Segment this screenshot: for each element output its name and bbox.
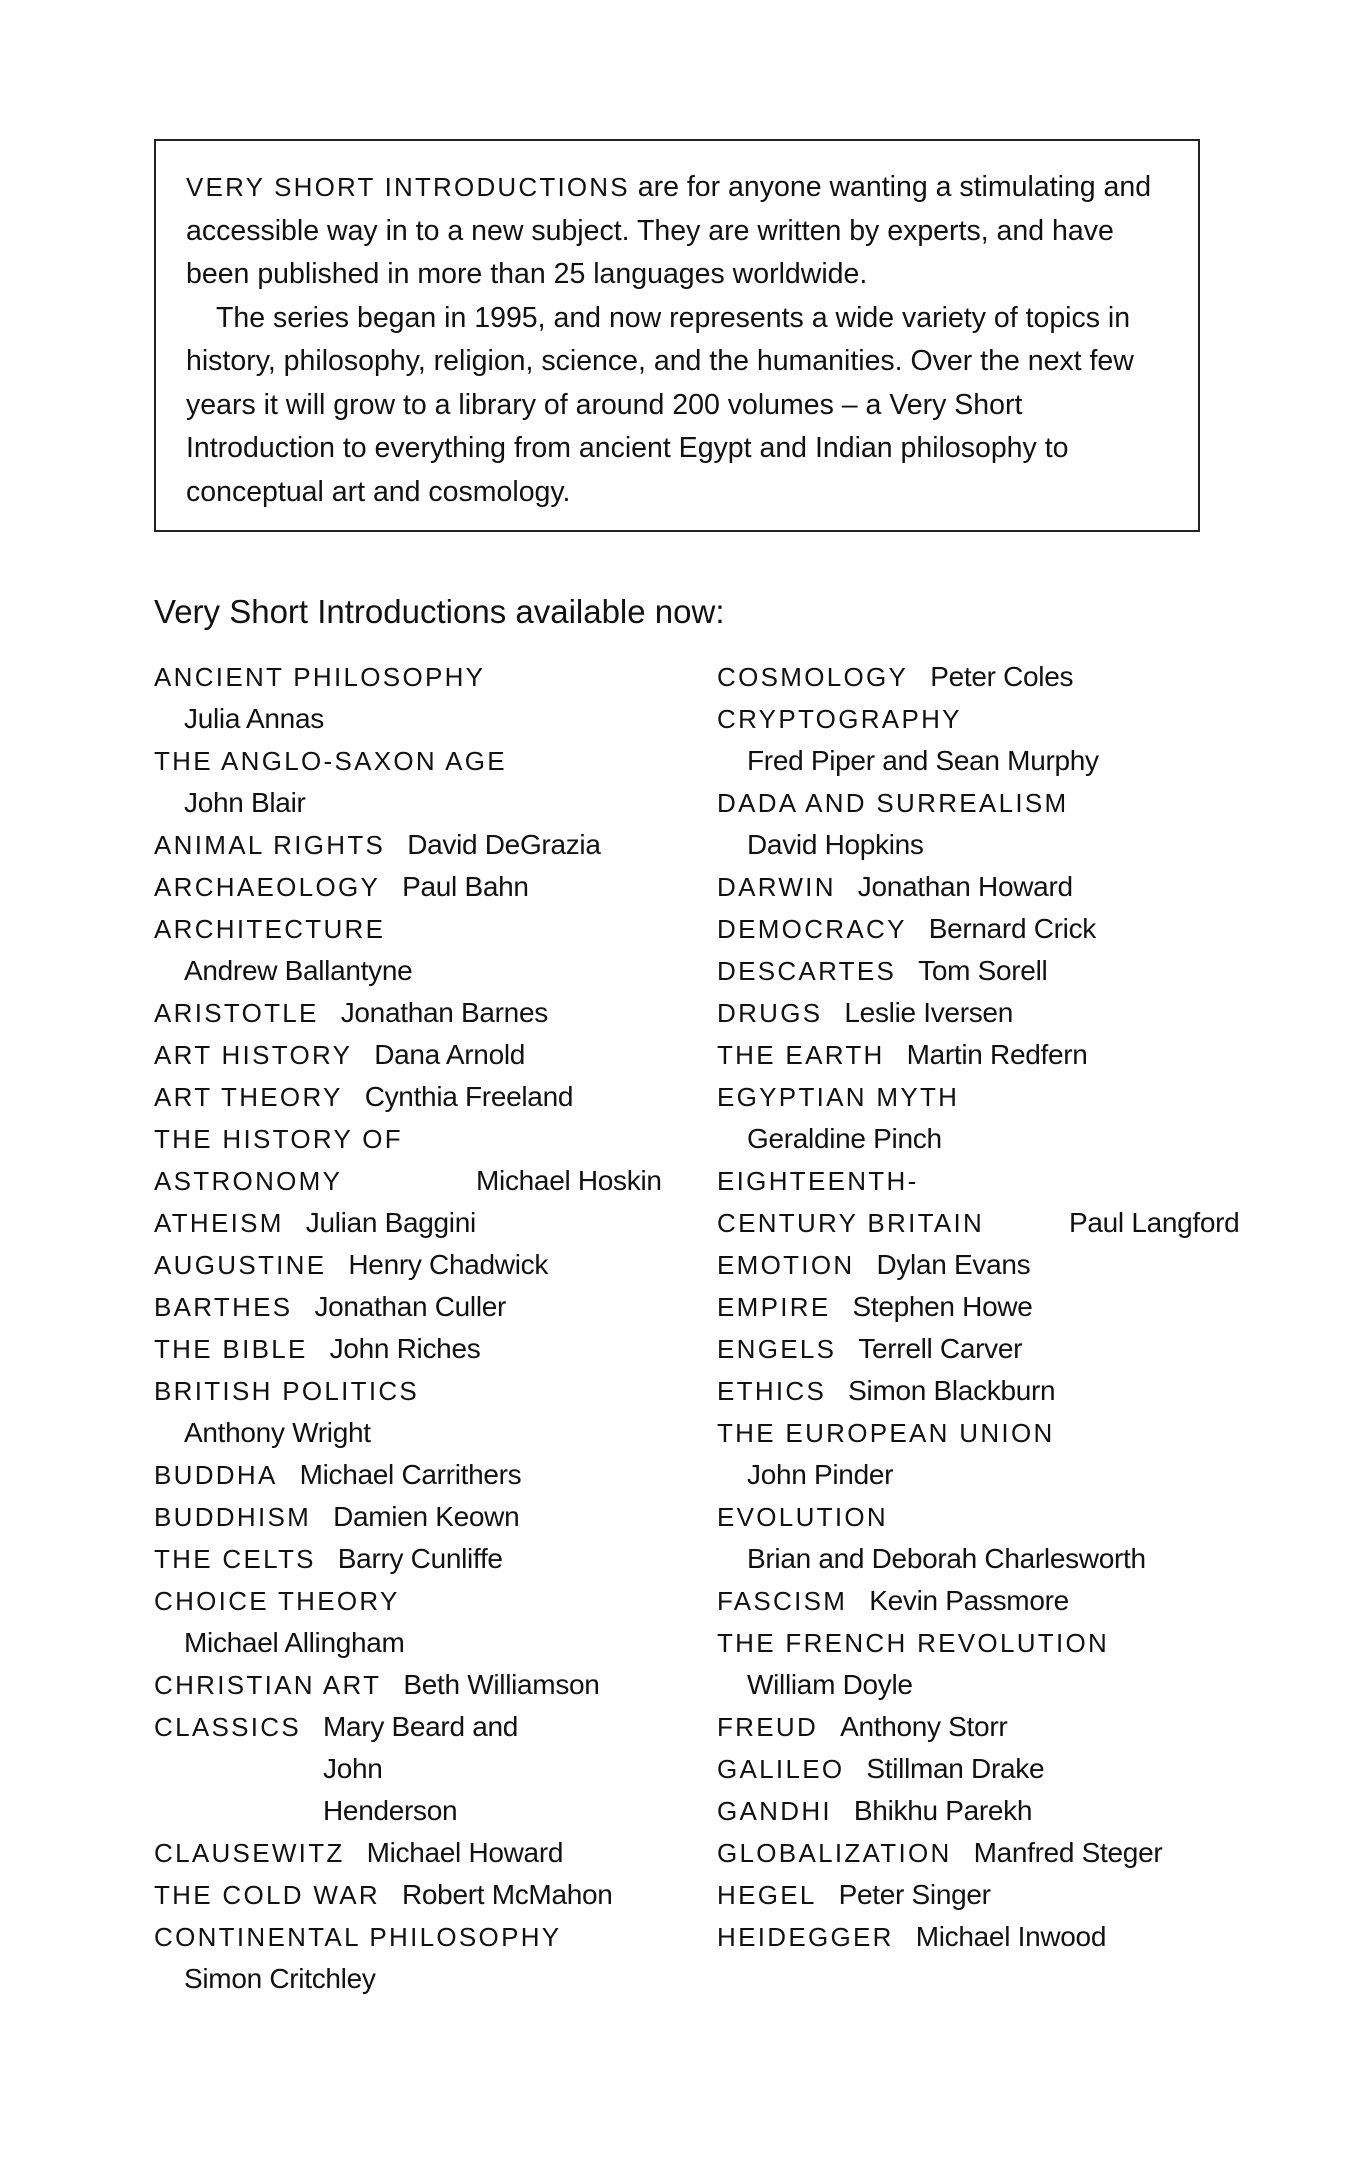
book-title: DEMOCRACY: [717, 914, 907, 944]
book-title: CLASSICS: [154, 1712, 302, 1742]
book-author: Tom Sorell: [918, 955, 1048, 986]
list-item: [154, 1034, 714, 1076]
list-item: [154, 740, 714, 824]
list-item: [154, 1664, 714, 1706]
list-item: [717, 1160, 1277, 1244]
book-title: ENGELS: [717, 1334, 837, 1364]
book-title: FREUD: [717, 1712, 819, 1742]
book-title: ARISTOTLE: [154, 998, 319, 1028]
book-title: COSMOLOGY: [717, 662, 909, 692]
book-title: ART HISTORY: [154, 1040, 353, 1070]
book-author: Peter Coles: [930, 661, 1074, 692]
list-item: [154, 908, 714, 992]
book-title: EMOTION: [717, 1250, 855, 1280]
list-item: [154, 1454, 714, 1496]
list-item: [154, 1202, 714, 1244]
list-item: [717, 866, 1277, 908]
book-author: Anthony Wright: [184, 1417, 371, 1448]
list-item: [717, 1622, 1277, 1706]
list-item: [154, 1916, 714, 2000]
book-title: BUDDHISM: [154, 1502, 312, 1532]
book-title: CLAUSEWITZ: [154, 1838, 345, 1868]
book-title: EGYPTIAN MYTH: [717, 1082, 960, 1112]
list-item: [717, 1496, 1277, 1580]
book-author: Beth Williamson: [403, 1669, 600, 1700]
list-item: [154, 1286, 714, 1328]
book-title: THE EARTH: [717, 1040, 885, 1070]
list-item: [154, 1118, 714, 1202]
book-title: CHRISTIAN ART: [154, 1670, 382, 1700]
book-title: DESCARTES: [717, 956, 897, 986]
list-item: [154, 1244, 714, 1286]
list-item: [717, 1244, 1277, 1286]
list-item: [154, 1328, 714, 1370]
book-title: EVOLUTION: [717, 1502, 888, 1532]
book-title: BRITISH POLITICS: [154, 1376, 420, 1406]
book-title: ANCIENT PHILOSOPHY: [154, 662, 486, 692]
book-author: David Hopkins: [747, 829, 924, 860]
book-title: THE EUROPEAN UNION: [717, 1418, 1055, 1448]
book-author: Simon Critchley: [184, 1963, 376, 1994]
book-title: BUDDHA: [154, 1460, 278, 1490]
book-author: Simon Blackburn: [848, 1375, 1056, 1406]
book-author: Michael Inwood: [915, 1921, 1107, 1952]
book-author: Stillman Drake: [866, 1753, 1045, 1784]
book-author: Fred Piper and Sean Murphy: [747, 745, 1099, 776]
book-author: Kevin Passmore: [869, 1585, 1069, 1616]
book-title: DADA AND SURREALISM: [717, 788, 1069, 818]
list-item: [717, 908, 1277, 950]
book-author: Stephen Howe: [852, 1291, 1033, 1322]
list-item: [717, 1412, 1277, 1496]
book-title: HEIDEGGER: [717, 1922, 894, 1952]
series-name: VERY SHORT INTRODUCTIONS: [186, 172, 630, 202]
book-author: Leslie Iversen: [844, 997, 1013, 1028]
list-item: [154, 1874, 714, 1916]
book-title: THE CELTS: [154, 1544, 316, 1574]
book-author: Bernard Crick: [928, 913, 1096, 944]
book-author: Barry Cunliffe: [337, 1543, 503, 1574]
list-item: [717, 1874, 1277, 1916]
list-item: [154, 866, 714, 908]
book-author: Henry Chadwick: [348, 1249, 549, 1280]
book-title: CONTINENTAL PHILOSOPHY: [154, 1922, 562, 1952]
list-item: [717, 1286, 1277, 1328]
book-title: CHOICE THEORY: [154, 1586, 400, 1616]
list-item: [717, 782, 1277, 866]
list-item: [154, 656, 714, 740]
book-author: Geraldine Pinch: [747, 1123, 942, 1154]
book-author: Peter Singer: [838, 1879, 991, 1910]
list-item: [717, 1748, 1277, 1790]
book-title: BARTHES: [154, 1292, 293, 1322]
book-title: ART THEORY: [154, 1082, 343, 1112]
book-title: DRUGS: [717, 998, 823, 1028]
book-title: THE COLD WAR: [154, 1880, 380, 1910]
series-description-box: [154, 139, 1200, 532]
title-list-right: [717, 656, 1277, 1958]
list-item: [717, 1832, 1277, 1874]
book-title: ARCHAEOLOGY: [154, 872, 381, 902]
book-title: ANIMAL RIGHTS: [154, 830, 386, 860]
book-author: Julian Baggini: [305, 1207, 476, 1238]
book-author: Julia Annas: [184, 703, 324, 734]
list-item: [154, 1538, 714, 1580]
book-author: Jonathan Barnes: [340, 997, 548, 1028]
book-author: John Blair: [184, 787, 306, 818]
book-title: EMPIRE: [717, 1292, 831, 1322]
book-author: Dana Arnold: [374, 1039, 526, 1070]
list-item: [717, 656, 1277, 698]
book-author: Mary Beard and John Henderson: [323, 1711, 519, 1826]
list-item: [717, 1076, 1277, 1160]
book-author: Jonathan Howard: [857, 871, 1073, 902]
book-title: GANDHI: [717, 1796, 832, 1826]
list-item: [154, 1076, 714, 1118]
list-item: [154, 992, 714, 1034]
book-author: Bhikhu Parekh: [853, 1795, 1033, 1826]
book-author: Michael Allingham: [184, 1627, 405, 1658]
book-title: THE FRENCH REVOLUTION: [717, 1628, 1110, 1658]
book-author: John Pinder: [747, 1459, 894, 1490]
book-author: Michael Howard: [366, 1837, 564, 1868]
list-item: [717, 1370, 1277, 1412]
book-author: Paul Bahn: [402, 871, 529, 902]
book-author: Jonathan Culler: [314, 1291, 507, 1322]
book-title: FASCISM: [717, 1586, 848, 1616]
book-author: Dylan Evans: [876, 1249, 1031, 1280]
intro-paragraph-1: [186, 166, 1170, 297]
book-title: CRYPTOGRAPHY: [717, 704, 962, 734]
title-list-left: [154, 656, 714, 2000]
book-author: Michael Carrithers: [299, 1459, 522, 1490]
book-author: Paul Langford: [1069, 1207, 1240, 1238]
book-author: John Riches: [329, 1333, 481, 1364]
book-title: DARWIN: [717, 872, 836, 902]
list-item: [717, 698, 1277, 782]
intro-paragraph-1-text: are for anyone wanting a stimulating and accessible way in to a new subject. They are written by experts, and have been published in more than 25 languages worldwide.: [186, 171, 1152, 290]
book-author: Robert McMahon: [401, 1879, 613, 1910]
list-heading: Very Short Introductions available now:: [154, 593, 725, 630]
list-item: [154, 1370, 714, 1454]
list-item: [717, 1790, 1277, 1832]
list-item: [154, 1706, 714, 1832]
book-author: Martin Redfern: [906, 1039, 1088, 1070]
book-title: THE ANGLO-SAXON AGE: [154, 746, 507, 776]
book-title: GLOBALIZATION: [717, 1838, 952, 1868]
list-item: [154, 1580, 714, 1664]
list-item: [717, 1328, 1277, 1370]
list-item: [717, 1916, 1277, 1958]
book-title: HEGEL: [717, 1880, 817, 1910]
book-author: Terrell Carver: [858, 1333, 1023, 1364]
book-author: Cynthia Freeland: [364, 1081, 574, 1112]
book-author: William Doyle: [747, 1669, 913, 1700]
list-item: [154, 824, 714, 866]
book-title: ATHEISM: [154, 1208, 284, 1238]
book-title: ARCHITECTURE: [154, 914, 386, 944]
list-item: [717, 1034, 1277, 1076]
list-item: [154, 1496, 714, 1538]
book-title: THE HISTORY OF ASTRONOMY: [154, 1124, 403, 1196]
book-title: EIGHTEENTH-CENTURY BRITAIN: [717, 1166, 985, 1238]
book-author: Andrew Ballantyne: [184, 955, 413, 986]
list-item: [154, 1832, 714, 1874]
list-item: [717, 992, 1277, 1034]
book-title: GALILEO: [717, 1754, 845, 1784]
list-item: [717, 1706, 1277, 1748]
book-title: THE BIBLE: [154, 1334, 308, 1364]
book-author: Brian and Deborah Charlesworth: [747, 1543, 1146, 1574]
book-author: Damien Keown: [333, 1501, 520, 1532]
book-title: AUGUSTINE: [154, 1250, 327, 1280]
book-title: ETHICS: [717, 1376, 827, 1406]
list-item: [717, 1580, 1277, 1622]
book-author: Michael Hoskin: [476, 1165, 662, 1196]
list-item: [717, 950, 1277, 992]
intro-paragraph-2: The series began in 1995, and now represents a wide variety of topics in history, philosophy, religion, science, and the humanities. Over the next few years it will grow to a library of around 200 volumes – a Very Short Introduction to everything from ancient Egypt and Indian philosophy to conceptual art and cosmology.: [186, 301, 1134, 508]
book-author: Manfred Steger: [973, 1837, 1163, 1868]
book-author: David DeGrazia: [407, 829, 601, 860]
book-author: Anthony Storr: [840, 1711, 1008, 1742]
